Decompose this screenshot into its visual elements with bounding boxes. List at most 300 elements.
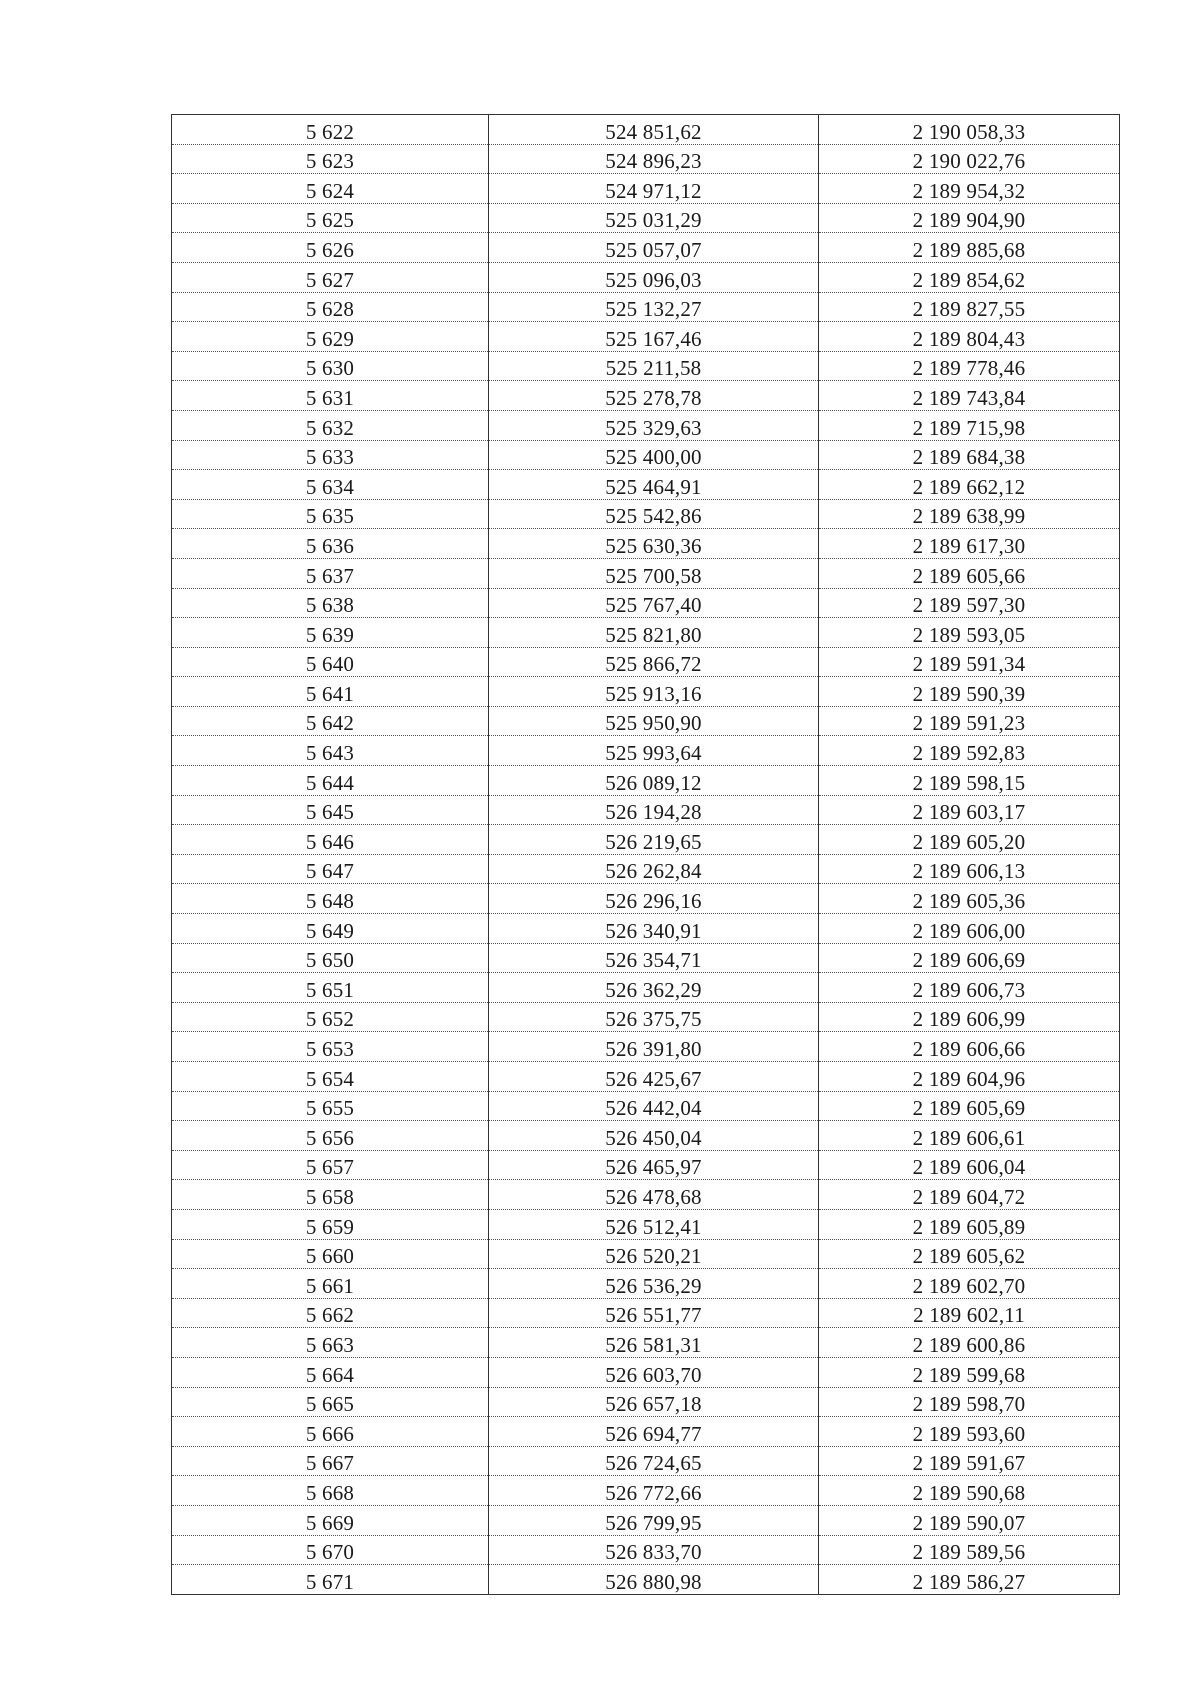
table-row — [172, 174, 1120, 204]
x-coordinate-cell — [489, 1535, 819, 1565]
point-number-cell — [172, 1387, 489, 1417]
y-coordinate-cell — [819, 174, 1120, 204]
x-coordinate-cell — [489, 233, 819, 263]
table-row — [172, 677, 1120, 707]
point-number-cell — [172, 1269, 489, 1299]
x-coordinate-text: 526 581,31 — [605, 1332, 702, 1357]
y-coordinate-text: 2 189 591,34 — [912, 652, 1026, 677]
y-coordinate-text: 2 189 954,32 — [912, 178, 1026, 203]
y-coordinate-text: 2 189 904,90 — [912, 208, 1026, 233]
table-row — [172, 588, 1120, 618]
y-coordinate-cell — [819, 1417, 1120, 1447]
point-number-cell — [172, 1476, 489, 1506]
table-row — [172, 706, 1120, 736]
y-coordinate-cell — [819, 115, 1120, 145]
point-number-text: 5 651 — [305, 977, 355, 1002]
x-coordinate-cell — [489, 1446, 819, 1476]
point-number-text: 5 658 — [305, 1184, 355, 1209]
x-coordinate-cell — [489, 1565, 819, 1595]
point-number-cell — [172, 1032, 489, 1062]
x-coordinate-cell — [489, 322, 819, 352]
table-row — [172, 618, 1120, 648]
point-number-text: 5 650 — [305, 948, 355, 973]
table-row — [172, 854, 1120, 884]
y-coordinate-text: 2 189 591,23 — [912, 711, 1026, 736]
y-coordinate-text: 2 189 885,68 — [912, 237, 1026, 262]
point-number-cell — [172, 854, 489, 884]
y-coordinate-cell — [819, 1150, 1120, 1180]
x-coordinate-text: 525 057,07 — [605, 237, 702, 262]
y-coordinate-cell — [819, 647, 1120, 677]
x-coordinate-text: 526 536,29 — [605, 1273, 702, 1298]
y-coordinate-cell — [819, 1476, 1120, 1506]
x-coordinate-cell — [489, 440, 819, 470]
y-coordinate-cell — [819, 529, 1120, 559]
point-number-cell — [172, 825, 489, 855]
point-number-text: 5 633 — [305, 445, 355, 470]
point-number-text: 5 659 — [305, 1214, 355, 1239]
y-coordinate-cell — [819, 558, 1120, 588]
point-number-text: 5 667 — [305, 1451, 355, 1476]
x-coordinate-cell — [489, 1505, 819, 1535]
x-coordinate-text: 525 329,63 — [605, 415, 702, 440]
y-coordinate-cell — [819, 1357, 1120, 1387]
x-coordinate-text: 525 031,29 — [605, 208, 702, 233]
table-row — [172, 1209, 1120, 1239]
y-coordinate-cell — [819, 470, 1120, 500]
x-coordinate-cell — [489, 825, 819, 855]
y-coordinate-cell — [819, 766, 1120, 796]
x-coordinate-cell — [489, 1269, 819, 1299]
y-coordinate-text: 2 189 604,96 — [912, 1066, 1026, 1091]
table-row — [172, 943, 1120, 973]
point-number-text: 5 647 — [305, 859, 355, 884]
y-coordinate-text: 2 189 586,27 — [912, 1569, 1026, 1594]
y-coordinate-text: 2 189 854,62 — [912, 267, 1026, 292]
point-number-text: 5 669 — [305, 1510, 355, 1535]
y-coordinate-text: 2 189 605,69 — [912, 1096, 1026, 1121]
y-coordinate-cell — [819, 914, 1120, 944]
y-coordinate-text: 2 189 589,56 — [912, 1540, 1026, 1565]
y-coordinate-cell — [819, 1269, 1120, 1299]
x-coordinate-text: 525 993,64 — [605, 741, 702, 766]
point-number-text: 5 652 — [305, 1007, 355, 1032]
y-coordinate-text: 2 189 602,70 — [912, 1273, 1026, 1298]
point-number-text: 5 638 — [305, 593, 355, 618]
y-coordinate-text: 2 189 593,60 — [912, 1421, 1026, 1446]
x-coordinate-cell — [489, 144, 819, 174]
point-number-cell — [172, 292, 489, 322]
point-number-cell — [172, 381, 489, 411]
x-coordinate-cell — [489, 736, 819, 766]
y-coordinate-cell — [819, 440, 1120, 470]
point-number-cell — [172, 884, 489, 914]
y-coordinate-text: 2 189 778,46 — [912, 356, 1026, 381]
y-coordinate-text: 2 189 605,36 — [912, 889, 1026, 914]
y-coordinate-cell — [819, 973, 1120, 1003]
x-coordinate-text: 525 821,80 — [605, 622, 702, 647]
y-coordinate-cell — [819, 1387, 1120, 1417]
y-coordinate-text: 2 189 599,68 — [912, 1362, 1026, 1387]
x-coordinate-text: 525 464,91 — [605, 474, 702, 499]
y-coordinate-cell — [819, 884, 1120, 914]
table-row — [172, 144, 1120, 174]
point-number-text: 5 637 — [305, 563, 355, 588]
y-coordinate-cell — [819, 795, 1120, 825]
x-coordinate-cell — [489, 1150, 819, 1180]
point-number-cell — [172, 1002, 489, 1032]
table-row — [172, 973, 1120, 1003]
x-coordinate-cell — [489, 1180, 819, 1210]
x-coordinate-text: 525 278,78 — [605, 385, 702, 410]
point-number-cell — [172, 351, 489, 381]
y-coordinate-text: 2 189 606,04 — [912, 1155, 1026, 1180]
point-number-cell — [172, 795, 489, 825]
x-coordinate-text: 526 262,84 — [605, 859, 702, 884]
point-number-cell — [172, 618, 489, 648]
x-coordinate-cell — [489, 174, 819, 204]
x-coordinate-cell — [489, 1062, 819, 1092]
x-coordinate-cell — [489, 854, 819, 884]
x-coordinate-text: 525 866,72 — [605, 652, 702, 677]
point-number-cell — [172, 233, 489, 263]
point-number-cell — [172, 144, 489, 174]
x-coordinate-text: 526 375,75 — [605, 1007, 702, 1032]
x-coordinate-text: 525 211,58 — [605, 356, 702, 381]
x-coordinate-text: 525 400,00 — [605, 445, 702, 470]
point-number-cell — [172, 1239, 489, 1269]
table-row — [172, 1476, 1120, 1506]
point-number-cell — [172, 262, 489, 292]
table-row — [172, 1535, 1120, 1565]
x-coordinate-cell — [489, 203, 819, 233]
point-number-cell — [172, 470, 489, 500]
x-coordinate-text: 525 542,86 — [605, 504, 702, 529]
table-row — [172, 1446, 1120, 1476]
point-number-cell — [172, 1180, 489, 1210]
table-row — [172, 1565, 1120, 1595]
y-coordinate-cell — [819, 1446, 1120, 1476]
x-coordinate-text: 526 603,70 — [605, 1362, 702, 1387]
y-coordinate-text: 2 189 605,66 — [912, 563, 1026, 588]
point-number-text: 5 641 — [305, 681, 355, 706]
point-number-text: 5 623 — [305, 149, 355, 174]
x-coordinate-cell — [489, 1121, 819, 1151]
table-row — [172, 292, 1120, 322]
table-row — [172, 233, 1120, 263]
x-coordinate-text: 525 132,27 — [605, 297, 702, 322]
point-number-text: 5 645 — [305, 800, 355, 825]
x-coordinate-cell — [489, 381, 819, 411]
table-row — [172, 1180, 1120, 1210]
x-coordinate-cell — [489, 529, 819, 559]
y-coordinate-text: 2 189 605,62 — [912, 1244, 1026, 1269]
x-coordinate-cell — [489, 1387, 819, 1417]
x-coordinate-cell — [489, 795, 819, 825]
y-coordinate-text: 2 189 606,73 — [912, 977, 1026, 1002]
x-coordinate-cell — [489, 262, 819, 292]
y-coordinate-text: 2 189 606,69 — [912, 948, 1026, 973]
y-coordinate-cell — [819, 351, 1120, 381]
point-number-cell — [172, 766, 489, 796]
point-number-text: 5 662 — [305, 1303, 355, 1328]
point-number-cell — [172, 1417, 489, 1447]
point-number-text: 5 629 — [305, 326, 355, 351]
point-number-text: 5 627 — [305, 267, 355, 292]
point-number-cell — [172, 973, 489, 1003]
point-number-text: 5 632 — [305, 415, 355, 440]
y-coordinate-text: 2 189 617,30 — [912, 533, 1026, 558]
x-coordinate-text: 525 167,46 — [605, 326, 702, 351]
y-coordinate-text: 2 189 600,86 — [912, 1332, 1026, 1357]
x-coordinate-text: 524 896,23 — [605, 149, 702, 174]
y-coordinate-cell — [819, 410, 1120, 440]
x-coordinate-cell — [489, 1091, 819, 1121]
y-coordinate-cell — [819, 854, 1120, 884]
point-number-text: 5 666 — [305, 1421, 355, 1446]
y-coordinate-text: 2 189 662,12 — [912, 474, 1026, 499]
x-coordinate-text: 526 296,16 — [605, 889, 702, 914]
x-coordinate-cell — [489, 884, 819, 914]
table-row — [172, 1417, 1120, 1447]
x-coordinate-cell — [489, 351, 819, 381]
table-row — [172, 647, 1120, 677]
y-coordinate-cell — [819, 262, 1120, 292]
y-coordinate-text: 2 189 590,07 — [912, 1510, 1026, 1535]
y-coordinate-cell — [819, 1032, 1120, 1062]
y-coordinate-text: 2 189 605,89 — [912, 1214, 1026, 1239]
point-number-cell — [172, 914, 489, 944]
table-row — [172, 795, 1120, 825]
point-number-text: 5 622 — [305, 119, 355, 144]
table-row — [172, 410, 1120, 440]
point-number-cell — [172, 1505, 489, 1535]
point-number-text: 5 655 — [305, 1096, 355, 1121]
point-number-cell — [172, 558, 489, 588]
y-coordinate-text: 2 189 715,98 — [912, 415, 1026, 440]
table-row — [172, 529, 1120, 559]
x-coordinate-text: 525 950,90 — [605, 711, 702, 736]
y-coordinate-cell — [819, 736, 1120, 766]
table-row — [172, 1239, 1120, 1269]
y-coordinate-cell — [819, 943, 1120, 973]
point-number-cell — [172, 499, 489, 529]
table-row — [172, 1357, 1120, 1387]
point-number-text: 5 663 — [305, 1332, 355, 1357]
y-coordinate-cell — [819, 381, 1120, 411]
y-coordinate-cell — [819, 825, 1120, 855]
point-number-text: 5 656 — [305, 1125, 355, 1150]
point-number-text: 5 649 — [305, 918, 355, 943]
point-number-text: 5 624 — [305, 178, 355, 203]
x-coordinate-text: 526 772,66 — [605, 1480, 702, 1505]
table-row — [172, 884, 1120, 914]
point-number-cell — [172, 588, 489, 618]
y-coordinate-text: 2 189 592,83 — [912, 741, 1026, 766]
point-number-cell — [172, 203, 489, 233]
point-number-text: 5 642 — [305, 711, 355, 736]
point-number-cell — [172, 440, 489, 470]
point-number-text: 5 640 — [305, 652, 355, 677]
x-coordinate-cell — [489, 588, 819, 618]
coordinates-table — [171, 114, 1120, 1595]
point-number-text: 5 654 — [305, 1066, 355, 1091]
point-number-cell — [172, 677, 489, 707]
point-number-cell — [172, 1209, 489, 1239]
x-coordinate-cell — [489, 766, 819, 796]
table-row — [172, 1505, 1120, 1535]
x-coordinate-cell — [489, 1209, 819, 1239]
point-number-text: 5 626 — [305, 237, 355, 262]
point-number-text: 5 630 — [305, 356, 355, 381]
point-number-text: 5 644 — [305, 770, 355, 795]
x-coordinate-text: 524 971,12 — [605, 178, 702, 203]
x-coordinate-text: 525 700,58 — [605, 563, 702, 588]
x-coordinate-text: 526 880,98 — [605, 1569, 702, 1594]
y-coordinate-text: 2 190 058,33 — [912, 119, 1026, 144]
y-coordinate-cell — [819, 1298, 1120, 1328]
y-coordinate-text: 2 189 593,05 — [912, 622, 1026, 647]
x-coordinate-cell — [489, 943, 819, 973]
y-coordinate-cell — [819, 203, 1120, 233]
point-number-text: 5 660 — [305, 1244, 355, 1269]
table-row — [172, 1387, 1120, 1417]
table-row — [172, 470, 1120, 500]
x-coordinate-cell — [489, 410, 819, 440]
x-coordinate-text: 526 465,97 — [605, 1155, 702, 1180]
x-coordinate-cell — [489, 706, 819, 736]
table-row — [172, 1269, 1120, 1299]
y-coordinate-cell — [819, 706, 1120, 736]
point-number-text: 5 670 — [305, 1540, 355, 1565]
point-number-text: 5 648 — [305, 889, 355, 914]
table-row — [172, 1298, 1120, 1328]
point-number-cell — [172, 174, 489, 204]
x-coordinate-cell — [489, 914, 819, 944]
y-coordinate-text: 2 189 606,99 — [912, 1007, 1026, 1032]
table-row — [172, 914, 1120, 944]
x-coordinate-cell — [489, 292, 819, 322]
x-coordinate-text: 526 520,21 — [605, 1244, 702, 1269]
table-row — [172, 558, 1120, 588]
x-coordinate-text: 526 354,71 — [605, 948, 702, 973]
x-coordinate-text: 525 630,36 — [605, 533, 702, 558]
point-number-cell — [172, 529, 489, 559]
point-number-text: 5 634 — [305, 474, 355, 499]
y-coordinate-text: 2 189 590,68 — [912, 1480, 1026, 1505]
x-coordinate-text: 526 724,65 — [605, 1451, 702, 1476]
table-row — [172, 262, 1120, 292]
y-coordinate-cell — [819, 1062, 1120, 1092]
x-coordinate-cell — [489, 115, 819, 145]
y-coordinate-cell — [819, 1505, 1120, 1535]
table-row — [172, 1328, 1120, 1358]
x-coordinate-cell — [489, 1298, 819, 1328]
y-coordinate-text: 2 189 684,38 — [912, 445, 1026, 470]
table-row — [172, 203, 1120, 233]
x-coordinate-cell — [489, 1002, 819, 1032]
point-number-text: 5 625 — [305, 208, 355, 233]
x-coordinate-cell — [489, 1357, 819, 1387]
point-number-cell — [172, 1565, 489, 1595]
x-coordinate-cell — [489, 470, 819, 500]
y-coordinate-text: 2 189 606,00 — [912, 918, 1026, 943]
table-row — [172, 115, 1120, 145]
y-coordinate-text: 2 189 606,13 — [912, 859, 1026, 884]
point-number-cell — [172, 1062, 489, 1092]
point-number-text: 5 661 — [305, 1273, 355, 1298]
point-number-text: 5 665 — [305, 1392, 355, 1417]
point-number-text: 5 635 — [305, 504, 355, 529]
y-coordinate-cell — [819, 1002, 1120, 1032]
y-coordinate-cell — [819, 588, 1120, 618]
x-coordinate-text: 526 450,04 — [605, 1125, 702, 1150]
y-coordinate-cell — [819, 1121, 1120, 1151]
y-coordinate-cell — [819, 677, 1120, 707]
point-number-text: 5 668 — [305, 1480, 355, 1505]
point-number-cell — [172, 1150, 489, 1180]
y-coordinate-text: 2 189 827,55 — [912, 297, 1026, 322]
coordinates-table-body — [172, 115, 1120, 1595]
y-coordinate-text: 2 189 743,84 — [912, 385, 1026, 410]
table-row — [172, 825, 1120, 855]
y-coordinate-cell — [819, 1328, 1120, 1358]
x-coordinate-text: 526 362,29 — [605, 977, 702, 1002]
y-coordinate-cell — [819, 1239, 1120, 1269]
x-coordinate-text: 526 391,80 — [605, 1037, 702, 1061]
point-number-text: 5 657 — [305, 1155, 355, 1180]
x-coordinate-text: 525 767,40 — [605, 593, 702, 618]
table-row — [172, 381, 1120, 411]
x-coordinate-text: 525 096,03 — [605, 267, 702, 292]
table-row — [172, 322, 1120, 352]
x-coordinate-cell — [489, 647, 819, 677]
y-coordinate-text: 2 189 804,43 — [912, 326, 1026, 351]
table-row — [172, 1150, 1120, 1180]
y-coordinate-text: 2 189 603,17 — [912, 800, 1026, 825]
x-coordinate-text: 526 657,18 — [605, 1392, 702, 1417]
table-row — [172, 736, 1120, 766]
x-coordinate-text: 526 089,12 — [605, 770, 702, 795]
point-number-cell — [172, 1091, 489, 1121]
y-coordinate-cell — [819, 1091, 1120, 1121]
point-number-text: 5 671 — [305, 1569, 355, 1594]
x-coordinate-text: 526 833,70 — [605, 1540, 702, 1565]
point-number-text: 5 628 — [305, 297, 355, 322]
point-number-text: 5 631 — [305, 385, 355, 410]
table-row — [172, 1032, 1120, 1062]
x-coordinate-cell — [489, 1032, 819, 1062]
y-coordinate-cell — [819, 322, 1120, 352]
x-coordinate-cell — [489, 1239, 819, 1269]
y-coordinate-text: 2 189 598,70 — [912, 1392, 1026, 1417]
x-coordinate-cell — [489, 677, 819, 707]
x-coordinate-cell — [489, 973, 819, 1003]
point-number-cell — [172, 647, 489, 677]
x-coordinate-text: 526 442,04 — [605, 1096, 702, 1121]
x-coordinate-text: 526 512,41 — [605, 1214, 702, 1239]
y-coordinate-text: 2 189 605,20 — [912, 829, 1026, 854]
point-number-cell — [172, 706, 489, 736]
y-coordinate-cell — [819, 1209, 1120, 1239]
point-number-text: 5 643 — [305, 741, 355, 766]
point-number-cell — [172, 1298, 489, 1328]
table-row — [172, 1062, 1120, 1092]
y-coordinate-text: 2 189 604,72 — [912, 1184, 1026, 1209]
x-coordinate-text: 526 194,28 — [605, 800, 702, 825]
x-coordinate-cell — [489, 499, 819, 529]
x-coordinate-text: 526 551,77 — [605, 1303, 702, 1328]
